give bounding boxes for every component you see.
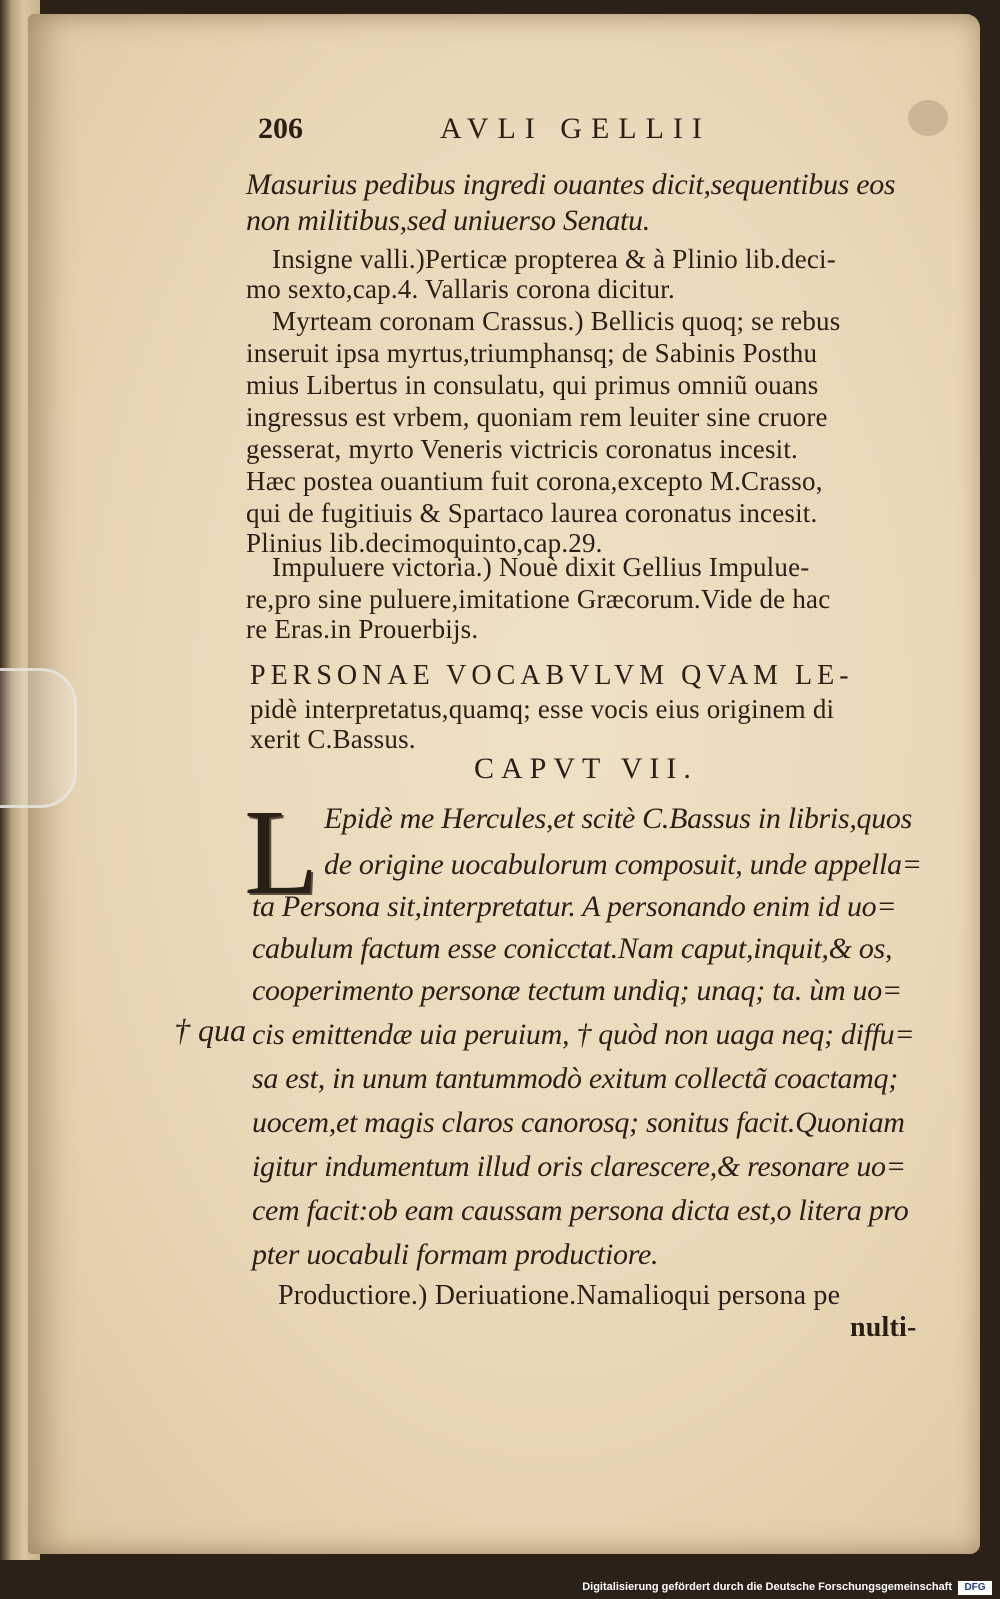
text-line: Myrteam coronam Crassus.) Bellicis quoq; se rebus	[272, 306, 841, 336]
body-line: cis emittendæ uia peruium, † quòd non uaga neq; diffu=	[252, 1018, 915, 1051]
text-line: re,pro sine puluere,imitatione Græcorum.Vide de hac	[246, 584, 831, 614]
page-clip	[0, 668, 77, 808]
body-line: de origine uocabulorum composuit, unde appella=	[324, 848, 922, 881]
margin-note: † qua	[174, 1012, 246, 1048]
body-line: Productiore.) Deriuatione.Namalioqui persona pe	[278, 1280, 841, 1311]
text-line: non militibus,sed uniuerso Senatu.	[246, 204, 650, 237]
text-line: mo sexto,cap.4. Vallaris corona dicitur.	[246, 274, 675, 304]
body-line: cabulum factum esse conicctat.Nam caput,inquit,& os,	[252, 932, 893, 965]
drop-cap: L	[244, 785, 319, 920]
text-line: mius Libertus in consulatu, qui primus omniũ ouans	[246, 370, 819, 400]
text-line: qui de fugitiuis & Spartaco laurea coronatus incesit.	[246, 498, 818, 528]
text-line: inseruit ipsa myrtus,triumphansq; de Sabinis Posthu	[246, 338, 818, 368]
text-line: Impuluere victoria.) Nouè dixit Gellius Impulue-	[272, 552, 810, 582]
chapter-title-line: xerit C.Bassus.	[250, 724, 416, 754]
body-line: uocem,et magis claros canorosq; sonitus facit.Quoniam	[252, 1106, 905, 1139]
running-head: AVLI GELLII	[440, 112, 711, 145]
text-line: re Eras.in Prouerbijs.	[246, 614, 479, 644]
text-line: Insigne valli.)Perticæ propterea & à Plinio lib.deci-	[272, 244, 836, 274]
dfg-logo: DFG	[958, 1581, 992, 1595]
body-line: pter uocabuli formam productiore.	[252, 1238, 659, 1271]
text-line: Masurius pedibus ingredi ouantes dicit,sequentibus eos	[246, 168, 896, 201]
body-line: Epidè me Hercules,et scitè C.Bassus in libris,quos	[324, 802, 912, 835]
body-line: ta Persona sit,interpretatur. A personando enim id uo=	[252, 890, 897, 923]
body-line: cooperimento personæ tectum undiq; unaq; ta. ùm uo=	[252, 974, 902, 1007]
body-line: cem facit:ob eam caussam persona dicta est,o litera pro	[252, 1194, 909, 1227]
chapter-title-line: pidè interpretatus,quamq; esse vocis eius originem di	[250, 694, 835, 724]
chapter-title-line: PERSONAE VOCABVLVM QVAM LE-	[250, 660, 854, 691]
footer-credit: Digitalisierung gefördert durch die Deutsche Forschungsgemeinschaft	[582, 1581, 952, 1593]
book-page	[28, 14, 980, 1554]
page-number: 206	[258, 112, 303, 145]
body-line: igitur indumentum illud oris clarescere,& resonare uo=	[252, 1150, 906, 1183]
catchword: nulti-	[850, 1312, 917, 1343]
chapter-heading: CAPVT VII.	[474, 752, 698, 785]
text-line: Plinius lib.decimoquinto,cap.29.	[246, 528, 603, 558]
text-line: gesserat, myrto Veneris victricis coronatus incesit.	[246, 434, 799, 464]
text-line: ingressus est vrbem, quoniam rem leuiter sine cruore	[246, 402, 828, 432]
text-line: Hæc postea ouantium fuit corona,excepto M.Crasso,	[246, 466, 823, 496]
body-line: sa est, in unum tantummodò exitum collectã coactamq;	[252, 1062, 898, 1095]
page-stain	[908, 100, 948, 136]
